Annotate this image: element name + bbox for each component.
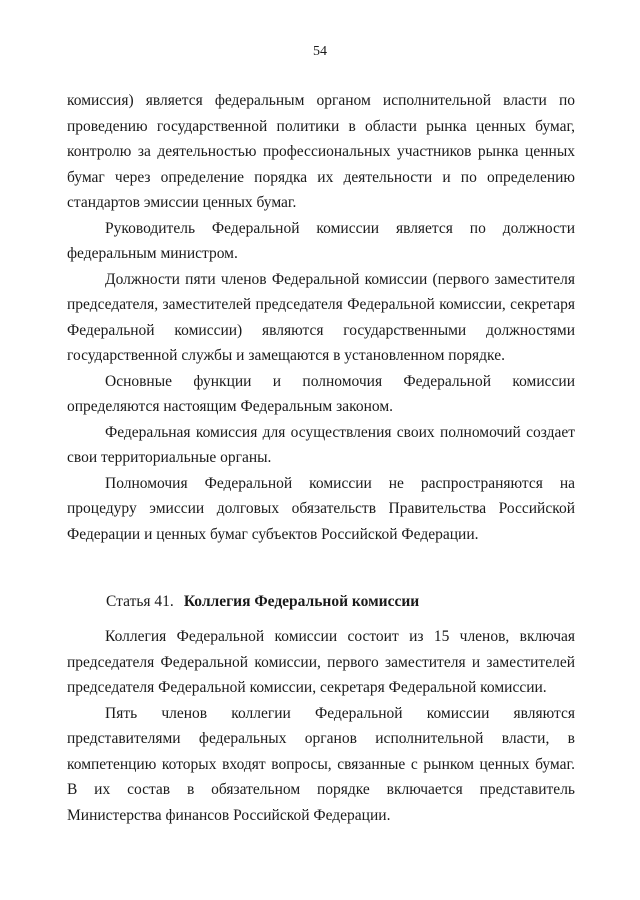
section-continuation bbox=[67, 88, 575, 547]
paragraph-collegium-members: Пять членов коллегии Федеральной комиссии являются представителями федеральных органов исполнительной власти, в компетенцию которых входят вопросы, связанные с рынком ценных бумаг. В их состав в обязательном порядке включается представитель Министерства финансов Российской Федерации. bbox=[67, 704, 575, 824]
paragraph-head-of-commission: Руководитель Федеральной комиссии является по должности федеральным министром. bbox=[67, 219, 575, 262]
paragraph-five-members: Должности пяти членов Федеральной комиссии (первого заместителя председателя, заместителей председателя Федеральной комиссии, секретаря Федеральной комиссии) являются государственными должностями государственной службы и замещаются в установленном порядке. bbox=[67, 270, 575, 364]
paragraph-collegium-composition: Коллегия Федеральной комиссии состоит из 15 членов, включая председателя Федеральной комиссии, первого заместителя и заместителей председателя Федеральной комиссии, секретаря Федеральной комиссии. bbox=[67, 628, 575, 696]
paragraph-continued: комиссия) является федеральным органом исполнительной власти по проведению государственной политики в области рынка ценных бумаг, контролю за деятельностью профессиональных участников рынка ценных бумаг через определение порядка их деятельности и по определению стандартов эмиссии ценных бумаг. bbox=[67, 92, 575, 211]
paragraph-powers-exclusion: Полномочия Федеральной комиссии не распространяются на процедуру эмиссии долговых обязательств Правительства Российской Федерации и ценных бумаг субъектов Российской Федерации. bbox=[67, 474, 575, 543]
article-title: Коллегия Федеральной комиссии bbox=[183, 593, 420, 610]
paragraph-territorial-bodies: Федеральная комиссия для осуществления своих полномочий создает свои территориальные органы. bbox=[67, 423, 575, 466]
article-41-body bbox=[67, 624, 575, 828]
page-number: 54 bbox=[313, 44, 327, 59]
paragraph-main-functions: Основные функции и полномочия Федеральной комиссии определяются настоящим Федеральным законом. bbox=[67, 372, 575, 415]
article-number: Статья 41. bbox=[106, 593, 174, 610]
article-heading bbox=[106, 591, 419, 613]
